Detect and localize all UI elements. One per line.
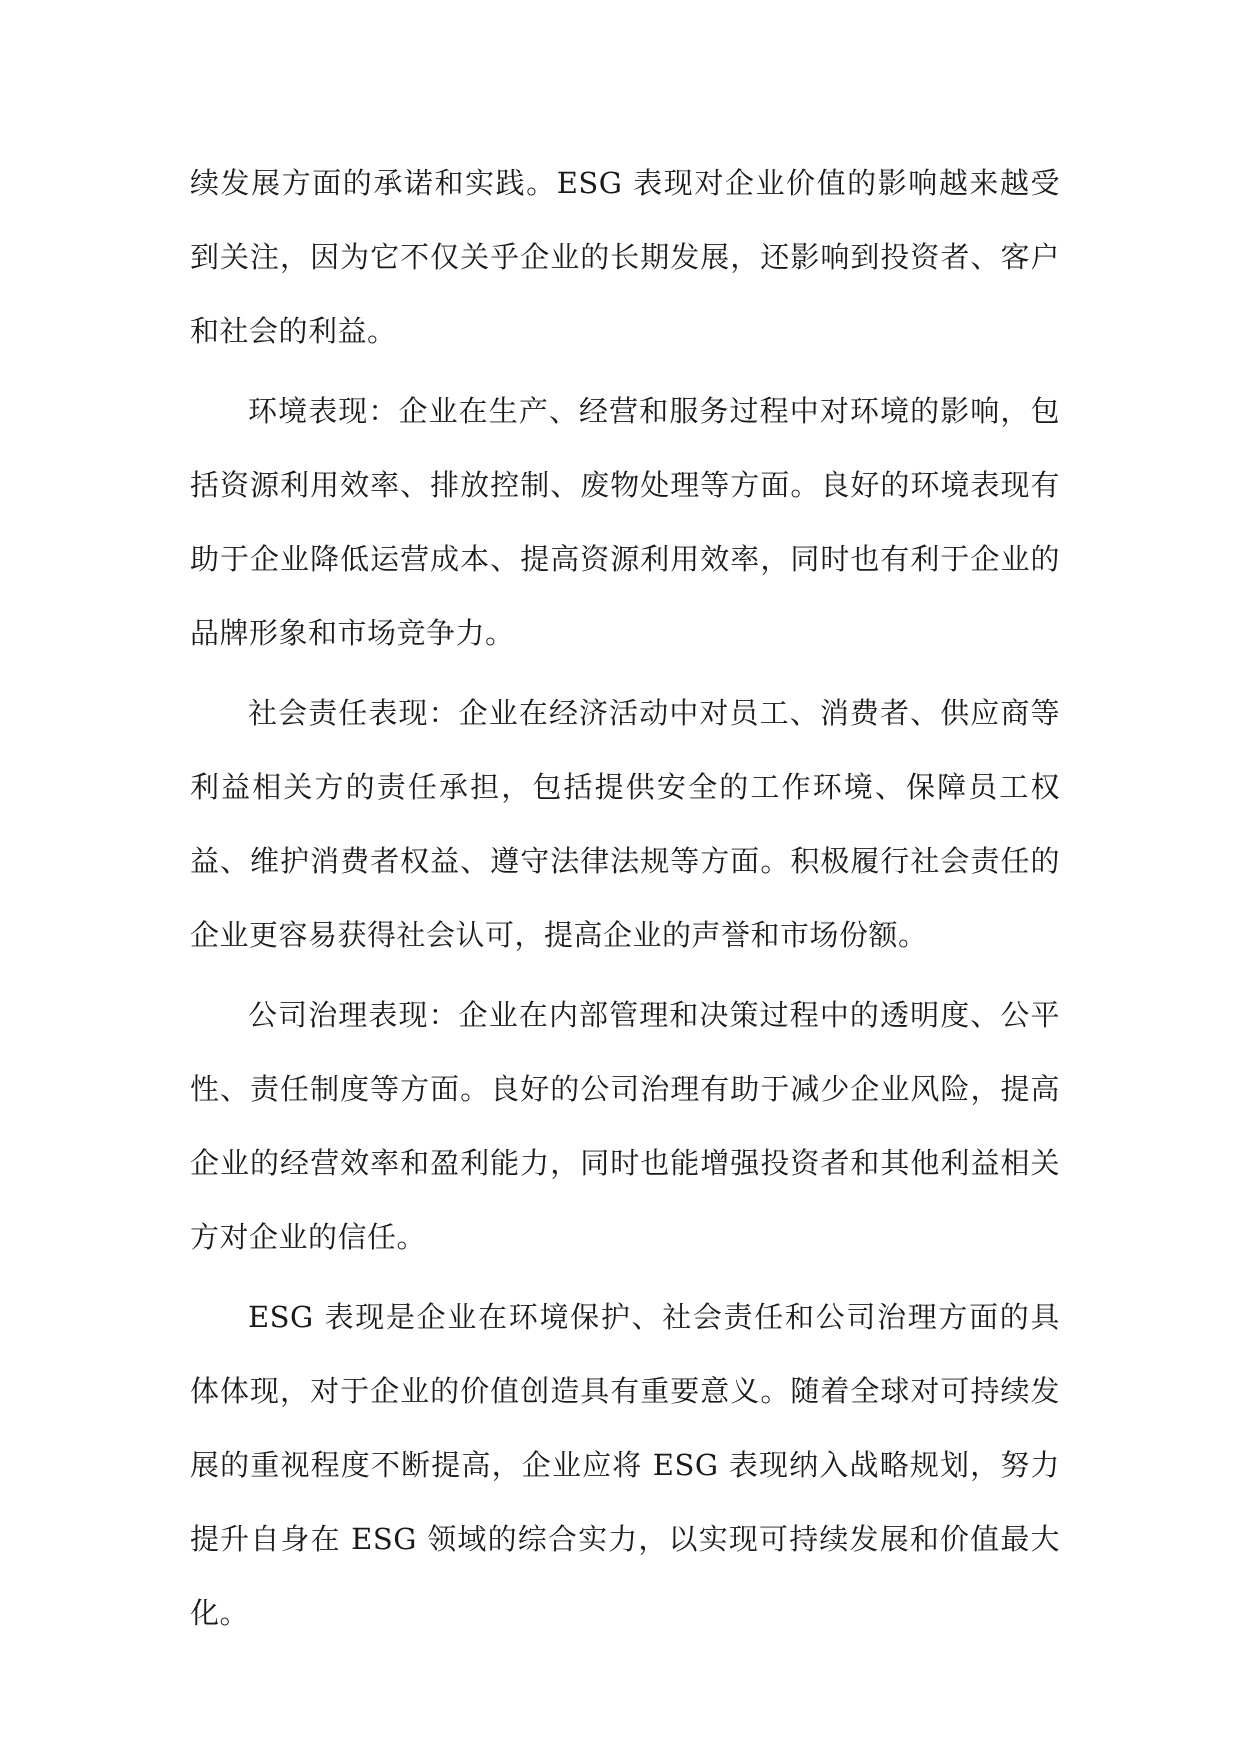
paragraph-esg-conclusion: ESG 表现是企业在环境保护、社会责任和公司治理方面的具体体现，对于企业的价值创造具有重要意义。随着全球对可持续发展的重视程度不断提高，企业应将 ESG 表现纳入战略规划，努力提升自身在 ESG 领域的综合实力，以实现可持续发展和价值最大化。 [190, 1300, 1060, 1630]
paragraph-social-responsibility: 社会责任表现：企业在经济活动中对员工、消费者、供应商等利益相关方的责任承担，包括提供安全的工作环境、保障员工权益、维护消费者权益、遵守法律法规等方面。积极履行社会责任的企业更容易获得社会认可，提高企业的声誉和市场份额。 [190, 696, 1060, 952]
paragraph-corporate-governance: 公司治理表现：企业在内部管理和决策过程中的透明度、公平性、责任制度等方面。良好的公司治理有助于减少企业风险，提高企业的经营效率和盈利能力，同时也能增强投资者和其他利益相关方对企业的信任。 [190, 998, 1060, 1254]
paragraph-environmental-performance: 环境表现：企业在生产、经营和服务过程中对环境的影响，包括资源利用效率、排放控制、废物处理等方面。良好的环境表现有助于企业降低运营成本、提高资源利用效率，同时也有利于企业的品牌形象和市场竞争力。 [190, 394, 1060, 650]
paragraph-esg-intro-continued: 续发展方面的承诺和实践。ESG 表现对企业价值的影响越来越受到关注，因为它不仅关乎企业的长期发展，还影响到投资者、客户和社会的利益。 [190, 166, 1060, 348]
document-body [190, 146, 1060, 1650]
